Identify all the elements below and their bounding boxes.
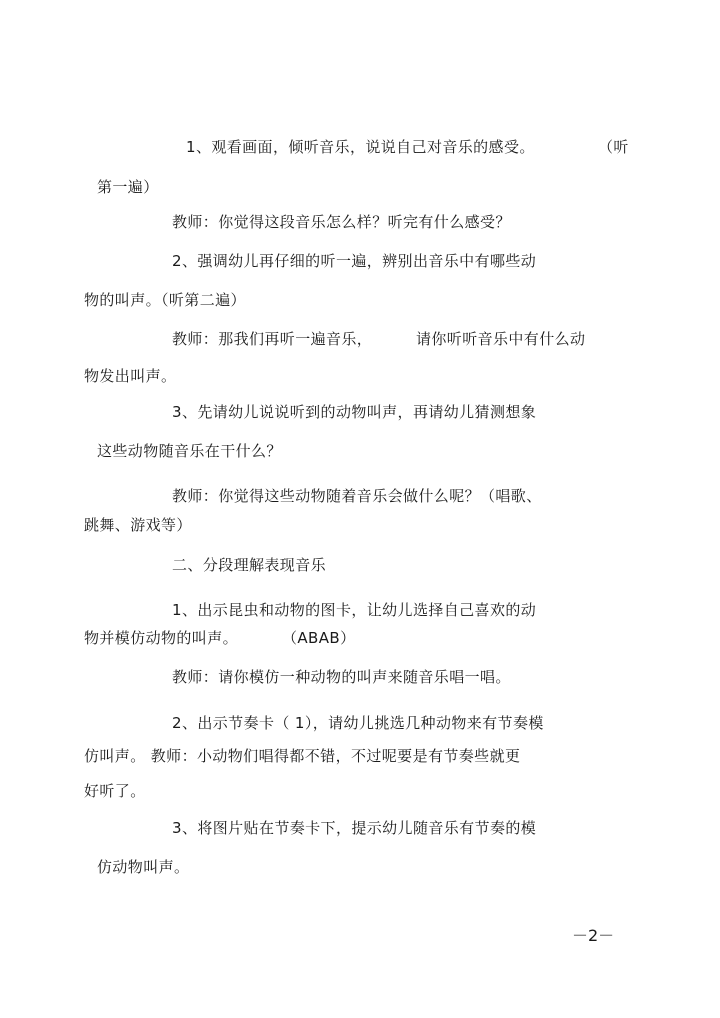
- text-line: 教师：你觉得这些动物随着音乐会做什么呢？（唱歌、: [172, 487, 542, 505]
- text-line: 请你听听音乐中有什么动: [416, 330, 586, 348]
- text-line: 教师：请你模仿一种动物的叫声来随音乐唱一唱。: [172, 668, 511, 686]
- text-line: （ABAB）: [282, 629, 356, 647]
- text-line: 仿动物叫声。: [97, 858, 190, 876]
- text-line: （听: [598, 138, 629, 156]
- text-line: 教师：那我们再听一遍音乐，: [172, 330, 373, 348]
- text-line: 物发出叫声。: [84, 367, 177, 385]
- text-line: 1、出示昆虫和动物的图卡，让幼儿选择自己喜欢的动: [172, 601, 537, 619]
- text-line: 教师：你觉得这段音乐怎么样？听完有什么感受？: [172, 213, 511, 231]
- text-line: 3、将图片贴在节奏卡下，提示幼儿随音乐有节奏的模: [172, 819, 537, 837]
- text-line: 物的叫声。（听第二遍）: [84, 291, 246, 309]
- text-line: 3、先请幼儿说说听到的动物叫声，再请幼儿猜测想象: [172, 403, 537, 421]
- text-line: 第一遍）: [97, 178, 159, 196]
- text-line: 物并模仿动物的叫声。: [84, 629, 239, 647]
- text-line: 2、强调幼儿再仔细的听一遍，辨别出音乐中有哪些动: [172, 252, 537, 270]
- text-line: 二、分段理解表现音乐: [172, 556, 327, 574]
- text-line: 这些动物随音乐在干什么？: [97, 442, 282, 460]
- text-line: 2、出示节奏卡（ 1），请幼儿挑选几种动物来有节奏模: [172, 714, 544, 732]
- text-line: 1、观看画面，倾听音乐，说说自己对音乐的感受。: [186, 138, 535, 156]
- page-number: －2－: [572, 926, 615, 945]
- text-line: 跳舞、游戏等）: [84, 516, 192, 534]
- text-line: 好听了。: [84, 782, 146, 800]
- text-line: 仿叫声。 教师：小动物们唱得都不错，不过呢要是有节奏些就更: [84, 747, 521, 765]
